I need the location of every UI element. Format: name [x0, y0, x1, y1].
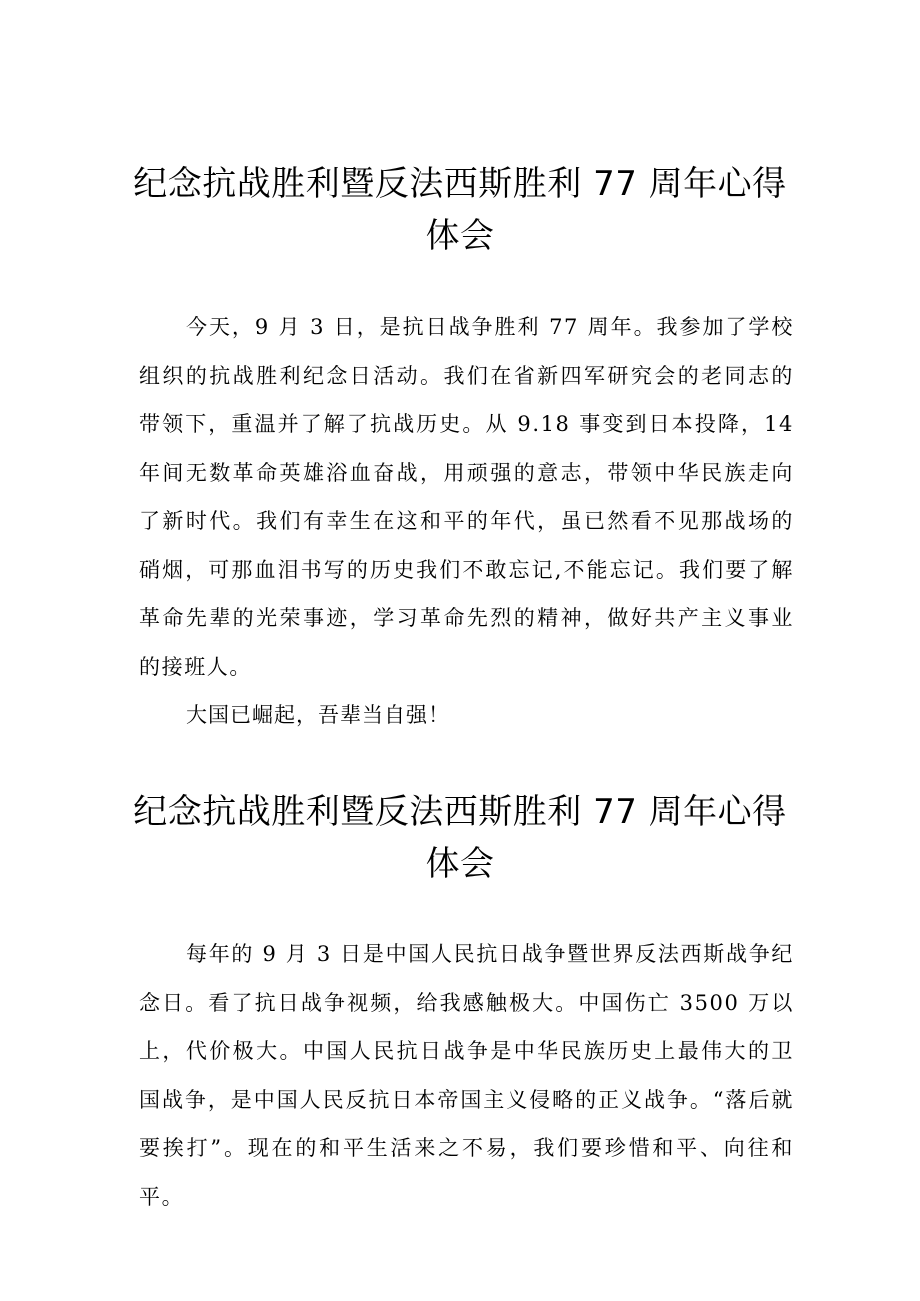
article-1-paragraph-1: 今天，9 月 3 日，是抗日战争胜利 77 周年。我参加了学校组织的抗战胜利纪念日活动。我们在省新四军研究会的老同志的带领下，重温并了解了抗战历史。从 9.18 事变到日本投降，14 年间无数革命英雄浴血奋战，用顽强的意志，带领中华民族走向了新时代。我们有幸生在这和平的年代，虽已然看不见那战场的硝烟，可那血泪书写的历史我们不敢忘记,不能忘记。我们要了解革命先辈的光荣事迹，学习革命先烈的精神，做好共产主义事业的接班人。: [139, 315, 794, 679]
article-1-title-line-2: 体会: [425, 216, 495, 256]
article-2-title-line-2: 体会: [425, 844, 495, 884]
article-2-title-line-1: 纪念抗战胜利暨反法西斯胜利 77 周年心得: [133, 792, 787, 832]
article-2-title: [120, 786, 800, 890]
article-1-title-line-1: 纪念抗战胜利暨反法西斯胜利 77 周年心得: [133, 164, 787, 204]
article-1-title: [120, 158, 800, 262]
article-1-paragraph-2: 大国已崛起，吾辈当自强！: [186, 703, 450, 727]
article-2-paragraph-1: 每年的 9 月 3 日是中国人民抗日战争暨世界反法西斯战争纪念日。看了抗日战争视频，给我感触极大。中国伤亡 3500 万以上，代价极大。中国人民抗日战争是中华民族历史上最伟大的卫国战争，是中国人民反抗日本帝国主义侵略的正义战争。“落后就要挨打”。现在的和平生活来之不易，我们要珍惜和平、向往和平。: [139, 942, 794, 1209]
